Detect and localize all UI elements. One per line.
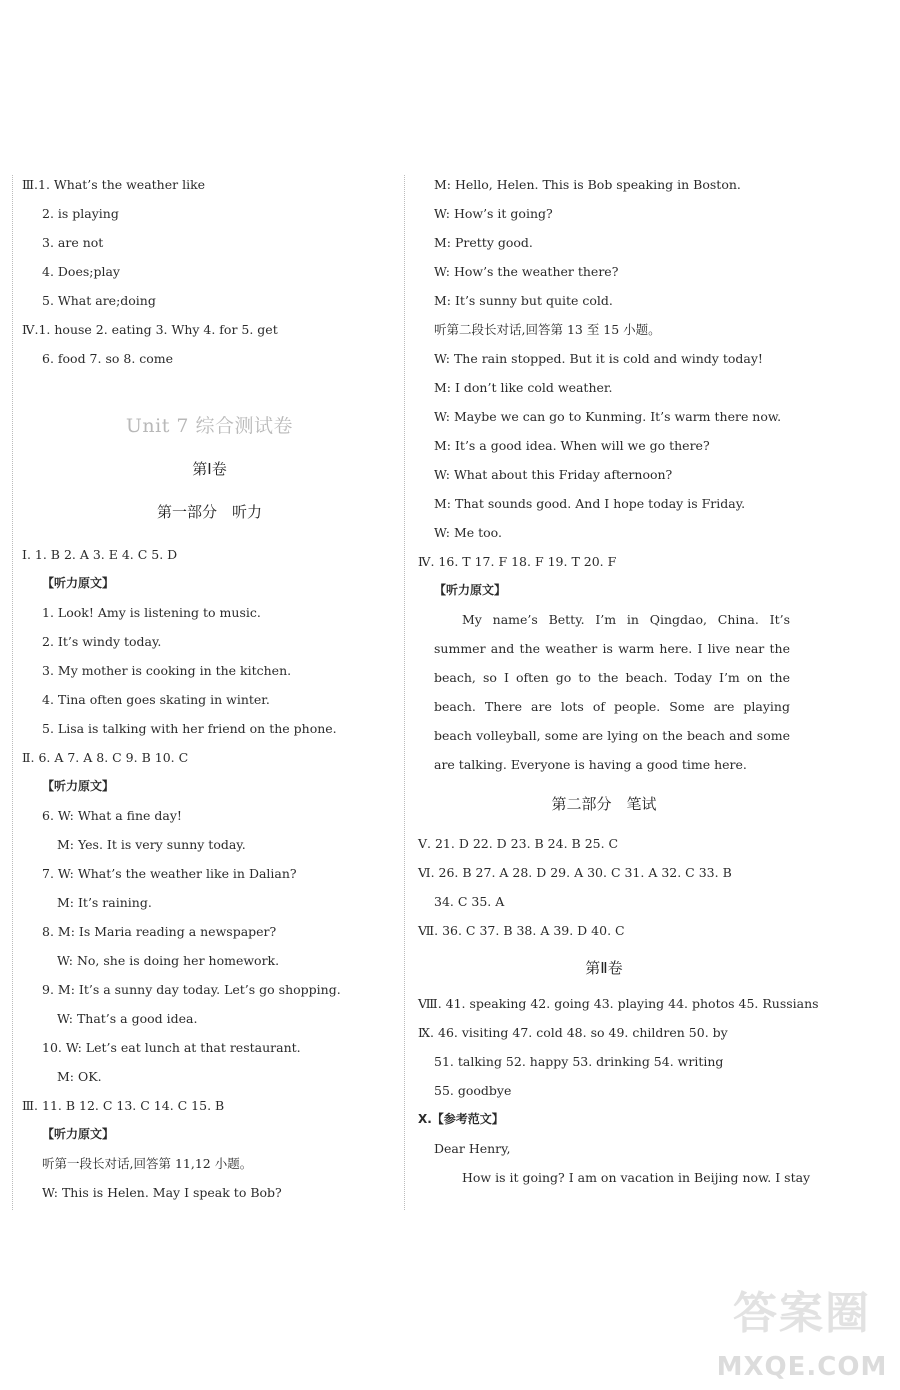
dialog-line: W: How’s it going? — [434, 206, 553, 221]
answers-viii: Ⅷ. 41. speaking 42. going 43. playing 44. photos 45. Russians — [418, 996, 819, 1011]
unit-title: Unit 7 综合测试卷 — [125, 415, 294, 437]
answers-vii: Ⅶ. 36. C 37. B 38. A 39. D 40. C — [418, 923, 625, 938]
dialog-line: M: Hello, Helen. This is Bob speaking in Boston. — [434, 177, 741, 192]
script-line: M: OK. — [57, 1069, 102, 1084]
listening-passage: My name’s Betty. I’m in Qingdao, China. It’s summer and the weather is warm here. I live near the beach, so I often go to the beach. Today I’m on the beach. There are lots of people. Some are playing beach volleyball, some are lying on the beach and some are talking. Everyone is having a good time here. — [434, 612, 790, 772]
script-line: M: Yes. It is very sunny today. — [57, 837, 246, 852]
answers-i: Ⅰ. 1. B 2. A 3. E 4. C 5. D — [22, 547, 178, 562]
column-divider — [404, 175, 405, 1210]
letter-line: How is it going? I am on vacation in Beijing now. I stay — [462, 1170, 811, 1185]
dialog-line: W: Me too. — [434, 525, 502, 540]
listening-script-tag: 【听力原文】 — [42, 576, 115, 590]
answers-iv: Ⅳ. 16. T 17. F 18. F 19. T 20. F — [418, 554, 617, 569]
dialog-line: W: The rain stopped. But it is cold and windy today! — [434, 351, 763, 366]
right-column — [418, 170, 819, 1192]
script-line: W: No, she is doing her homework. — [57, 953, 280, 968]
section-3-item-4: 4. Does;play — [42, 264, 120, 279]
listening-script-tag: 【听力原文】 — [42, 1127, 115, 1141]
section-3-item-2: 2. is playing — [42, 206, 119, 221]
dialog-line: W: Maybe we can go to Kunming. It’s warm there now. — [434, 409, 782, 424]
dialog-line: M: I don’t like cold weather. — [434, 380, 613, 395]
answers-ix-line-2: 51. talking 52. happy 53. drinking 54. writing — [434, 1054, 724, 1069]
script-line: W: This is Helen. May I speak to Bob? — [42, 1185, 282, 1200]
script-line: 8. M: Is Maria reading a newspaper? — [42, 924, 277, 939]
listening-script-tag: 【听力原文】 — [42, 779, 115, 793]
answers-vi-line-2: 34. C 35. A — [434, 894, 505, 909]
section-3-item-3: 3. are not — [42, 235, 104, 250]
part-2-heading: 第二部分 笔试 — [551, 795, 657, 813]
volume-1-heading: 第Ⅰ卷 — [192, 460, 227, 478]
dialog-line: M: It’s a good idea. When will we go there? — [434, 438, 710, 453]
dialog-line: M: It’s sunny but quite cold. — [434, 293, 613, 308]
script-line: 9. M: It’s a sunny day today. Let’s go shopping. — [42, 982, 341, 997]
script-line: 4. Tina often goes skating in winter. — [42, 692, 270, 707]
dialog-line: W: What about this Friday afternoon? — [434, 467, 673, 482]
answers-ix-line-1: Ⅸ. 46. visiting 47. cold 48. so 49. children 50. by — [418, 1025, 728, 1040]
volume-2-heading: 第Ⅱ卷 — [585, 959, 623, 977]
section-4-line-1: Ⅳ.1. house 2. eating 3. Why 4. for 5. get — [22, 322, 278, 337]
answers-ii: Ⅱ. 6. A 7. A 8. C 9. B 10. C — [22, 750, 189, 765]
answers-vi-line-1: Ⅵ. 26. B 27. A 28. D 29. A 30. C 31. A 32. C 33. B — [418, 865, 732, 880]
script-line: 7. W: What’s the weather like in Dalian? — [42, 866, 297, 881]
watermark-url: MXQE.COM — [716, 1352, 888, 1382]
site-watermark — [716, 1288, 888, 1384]
dialog-2-intro: 听第二段长对话,回答第 13 至 15 小题。 — [434, 322, 661, 337]
dialog-line: M: Pretty good. — [434, 235, 533, 250]
script-line: 2. It’s windy today. — [42, 634, 162, 649]
section-4-line-2: 6. food 7. so 8. come — [42, 351, 174, 366]
answers-ix-line-3: 55. goodbye — [434, 1083, 512, 1098]
left-margin-rule — [12, 175, 13, 1210]
script-line: M: It’s raining. — [57, 895, 152, 910]
section-3-item-5: 5. What are;doing — [42, 293, 156, 308]
answers-x-tag: Ⅹ.【参考范文】 — [418, 1112, 504, 1126]
dialog-line: M: That sounds good. And I hope today is Friday. — [434, 496, 746, 511]
script-line: 5. Lisa is talking with her friend on the phone. — [42, 721, 337, 736]
script-line: 1. Look! Amy is listening to music. — [42, 605, 261, 620]
dialog-line: W: How’s the weather there? — [434, 264, 619, 279]
answers-iii: Ⅲ. 11. B 12. C 13. C 14. C 15. B — [22, 1098, 225, 1113]
watermark-logo-text: 答案圈 — [733, 1288, 871, 1339]
answers-v: Ⅴ. 21. D 22. D 23. B 24. B 25. C — [418, 836, 619, 851]
letter-greeting: Dear Henry, — [434, 1141, 511, 1156]
script-intro: 听第一段长对话,回答第 11,12 小题。 — [42, 1156, 253, 1171]
script-line: W: That’s a good idea. — [57, 1011, 198, 1026]
script-line: 10. W: Let’s eat lunch at that restaurant. — [42, 1040, 301, 1055]
left-column — [22, 170, 397, 1207]
section-3-item-1: Ⅲ.1. What’s the weather like — [22, 177, 206, 192]
part-1-heading: 第一部分 听力 — [156, 503, 262, 521]
script-line: 6. W: What a fine day! — [42, 808, 182, 823]
script-line: 3. My mother is cooking in the kitchen. — [42, 663, 292, 678]
listening-script-tag: 【听力原文】 — [434, 583, 507, 597]
